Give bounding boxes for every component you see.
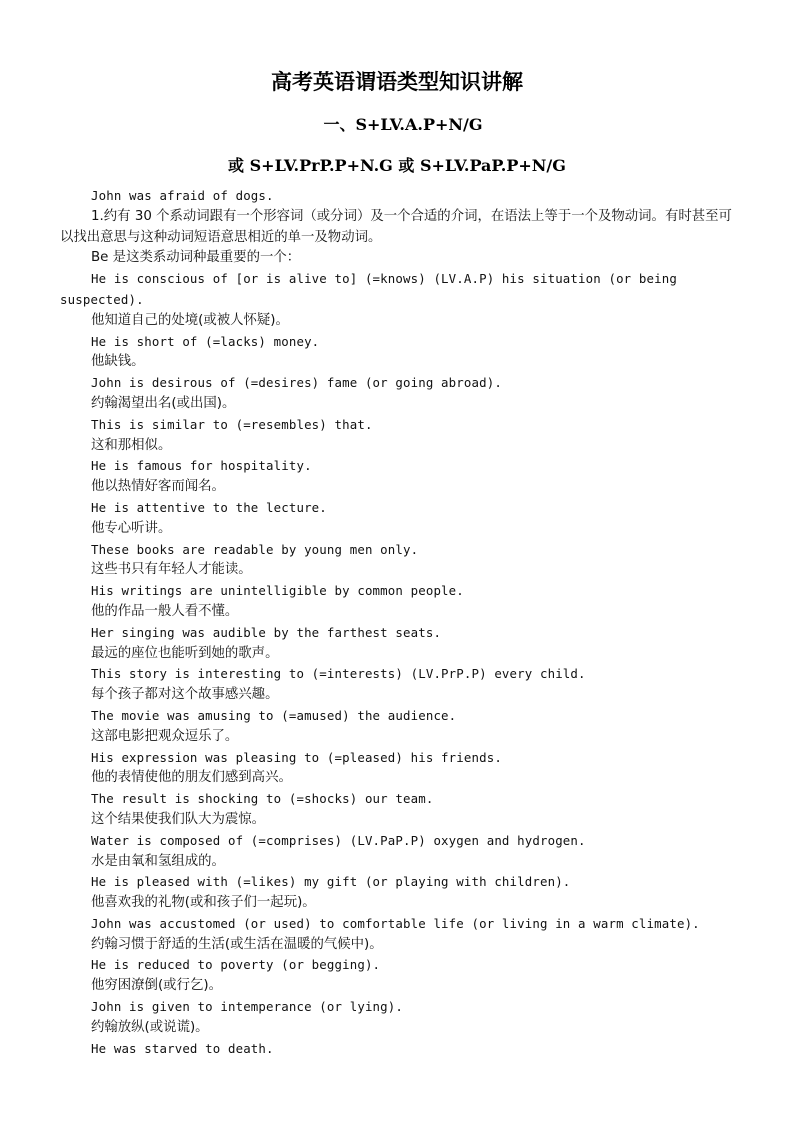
chinese-text: 约翰习惯于舒适的生活(或生活在温暖的气候中)。: [91, 936, 383, 952]
chinese-text: 他知道自己的处境(或被人怀疑)。: [91, 312, 289, 328]
english-sentence: The result is shocking to (=shocks) our team.: [91, 791, 434, 807]
document-title: 高考英语谓语类型知识讲解: [271, 70, 523, 94]
chinese-text: 他穷困潦倒(或行乞)。: [91, 978, 222, 994]
english-sentence: He is short of (=lacks) money.: [91, 333, 320, 349]
chinese-text: 约翰放纵(或说谎)。: [91, 1019, 209, 1035]
english-sentence: His expression was pleasing to (=pleased) his friends.: [91, 749, 502, 765]
english-sentence: He is conscious of [or is alive to] (=knows) (LV.A.P) his situation (or being suspected).: [60, 271, 677, 307]
chinese-text: 水是由氧和氢组成的。: [91, 853, 225, 869]
english-sentence: John was afraid of dogs.: [91, 188, 274, 203]
section-heading: 一、S+LV.A.P+N/G: [323, 115, 483, 134]
english-sentence: The movie was amusing to (=amused) the audience.: [91, 707, 457, 723]
chinese-text: 这个结果使我们队大为震惊。: [91, 811, 266, 827]
english-sentence: These books are readable by young men only.: [91, 541, 419, 557]
english-sentence: This story is interesting to (=interests) (LV.PrP.P) every child.: [91, 666, 586, 682]
chinese-text: 他的表情使他的朋友们感到高兴。: [91, 770, 292, 786]
chinese-text: 他的作品一般人看不懂。: [91, 603, 239, 619]
chinese-text: 这部电影把观众逗乐了。: [91, 728, 239, 744]
chinese-text: Be 是这类系动词种最重要的一个：: [91, 250, 301, 266]
english-sentence: His writings are unintelligible by common people.: [91, 583, 464, 599]
chinese-text: 约翰渴望出名(或出国)。: [91, 395, 236, 411]
english-sentence: He is reduced to poverty (or begging).: [91, 957, 381, 973]
english-sentence: Water is composed of (=comprises) (LV.PaP.P) oxygen and hydrogen.: [91, 832, 586, 848]
english-sentence: This is similar to (=resembles) that.: [91, 416, 373, 432]
english-sentence: John was accustomed (or used) to comfortable life (or living in a warm climate).: [91, 915, 700, 931]
chinese-text: 他以热情好客而闻名。: [91, 479, 225, 495]
chinese-text: 这些书只有年轻人才能读。: [91, 562, 252, 578]
section-subheading: 或 S+LV.PrP.P+N.G 或 S+LV.PaP.P+N/G: [228, 156, 566, 175]
english-sentence: John is desirous of (=desires) fame (or going abroad).: [91, 375, 502, 391]
chinese-text: 每个孩子都对这个故事感兴趣。: [91, 687, 279, 703]
chinese-text: 1.约有 30 个系动词跟有一个形容词（或分词）及一个合适的介词，在语法上等于一个及物动词。有时甚至可以找出意思与这种动词短语意思相近的单一及物动词。: [60, 208, 732, 245]
chinese-text: 他专心听讲。: [91, 520, 172, 536]
english-sentence: He is famous for hospitality.: [91, 458, 312, 474]
document-body: [60, 186, 740, 1059]
english-sentence: He was starved to death.: [91, 1040, 274, 1056]
chinese-text: 他缺钱。: [91, 354, 145, 370]
chinese-text: 这和那相似。: [91, 437, 172, 453]
chinese-text: 他喜欢我的礼物(或和孩子们一起玩)。: [91, 895, 316, 911]
english-sentence: He is pleased with (=likes) my gift (or playing with children).: [91, 874, 571, 890]
english-sentence: He is attentive to the lecture.: [91, 499, 327, 515]
english-sentence: John is given to intemperance (or lying).: [91, 999, 404, 1015]
english-sentence: Her singing was audible by the farthest seats.: [91, 624, 442, 640]
chinese-text: 最远的座位也能听到她的歌声。: [91, 645, 279, 661]
